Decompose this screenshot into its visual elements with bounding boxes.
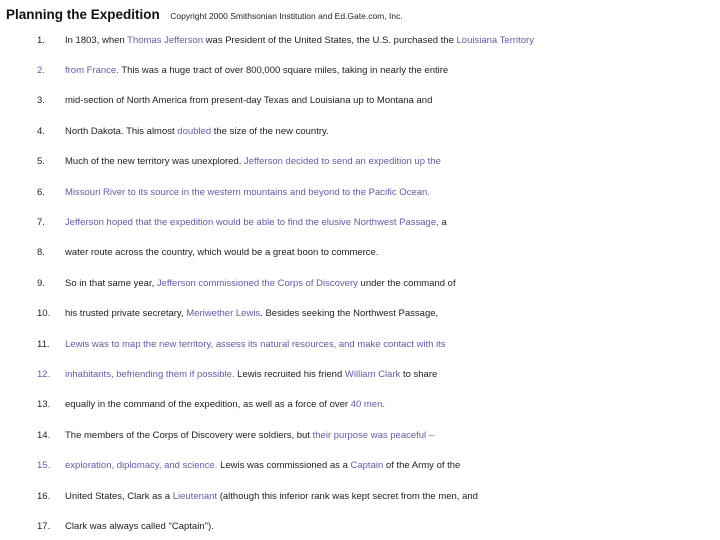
page-title: Planning the Expedition bbox=[6, 7, 160, 22]
text-segment: In 1803, when bbox=[65, 34, 128, 46]
line-text bbox=[65, 278, 456, 289]
line-text bbox=[65, 35, 534, 46]
line-number: 9. bbox=[37, 277, 45, 289]
highlighted-phrase: exploration, diplomacy, and science. bbox=[65, 460, 218, 472]
highlighted-phrase: Jefferson decided to send an expedition up the bbox=[244, 156, 441, 168]
highlighted-phrase: from France. bbox=[65, 64, 119, 76]
text-segment: was President of the United States, the U.S. purchased the bbox=[203, 34, 457, 46]
line-number: 12. bbox=[37, 368, 51, 380]
line-number: 3. bbox=[37, 95, 45, 107]
copyright-notice: Copyright 2000 Smithsonian Institution and Ed.Gate.com, Inc. bbox=[170, 11, 403, 21]
line-text bbox=[65, 369, 437, 380]
highlighted-phrase: Meriwether Lewis bbox=[186, 308, 261, 320]
highlighted-phrase: Captain bbox=[350, 460, 384, 472]
line-number: 16. bbox=[37, 490, 51, 502]
text-segment: mid-section of North America from present-day Texas and Louisiana up to Montana and bbox=[65, 95, 433, 107]
line-text bbox=[65, 339, 446, 350]
line-number: 5. bbox=[37, 156, 45, 168]
highlighted-phrase: inhabitants, befriending them if possible. bbox=[65, 368, 235, 380]
text-segment: under the command of bbox=[357, 277, 456, 289]
highlighted-phrase: 40 men bbox=[350, 399, 383, 411]
text-segment: the size of the new country. bbox=[211, 125, 329, 137]
line-number: 4. bbox=[37, 125, 45, 137]
line-number: 17. bbox=[37, 520, 51, 532]
highlighted-phrase: Jefferson commissioned the Corps of Discovery bbox=[156, 277, 358, 289]
text-segment: (although this inferior rank was kept secret from the men, and bbox=[217, 490, 478, 502]
line-text bbox=[65, 247, 378, 258]
line-text bbox=[65, 65, 448, 76]
line-text bbox=[65, 95, 432, 106]
line-number: 7. bbox=[37, 216, 45, 228]
text-segment: a bbox=[438, 216, 447, 228]
text-segment: . bbox=[382, 399, 386, 411]
line-number: 1. bbox=[37, 34, 45, 46]
line-number: 14. bbox=[37, 429, 51, 441]
line-text bbox=[65, 156, 441, 167]
text-segment: water route across the country, which would be a great boon to commerce. bbox=[65, 247, 379, 259]
line-number: 13. bbox=[37, 399, 51, 411]
text-segment: This was a huge tract of over 800,000 square miles, taking in nearly the entire bbox=[118, 64, 449, 76]
highlighted-phrase: William Clark bbox=[344, 368, 401, 380]
line-text bbox=[65, 491, 478, 502]
line-text bbox=[65, 460, 460, 471]
line-text bbox=[65, 126, 329, 137]
highlighted-phrase: Lieutenant bbox=[172, 490, 218, 502]
text-segment: of the Army of the bbox=[383, 460, 461, 472]
text-segment: The members of the Corps of Discovery were soldiers, but bbox=[65, 429, 313, 441]
line-text bbox=[65, 430, 434, 441]
text-segment: North Dakota. This almost bbox=[65, 125, 178, 137]
text-segment: Lewis recruited his friend bbox=[234, 368, 345, 380]
text-segment: his trusted private secretary, bbox=[65, 308, 187, 320]
line-number: 2. bbox=[37, 64, 45, 76]
highlighted-phrase: Thomas Jefferson bbox=[127, 34, 204, 46]
line-number: 6. bbox=[37, 186, 45, 198]
text-segment: United States, Clark as a bbox=[65, 490, 173, 502]
line-number: 10. bbox=[37, 308, 51, 320]
line-number: 11. bbox=[37, 338, 50, 350]
highlighted-phrase: Lewis was to map the new territory, assess its natural resources, and make contact with its bbox=[65, 338, 446, 350]
highlighted-phrase: Jefferson hoped that the expedition would be able to find the elusive Northwest Passage, bbox=[65, 216, 439, 228]
text-segment: to share bbox=[400, 368, 438, 380]
line-text bbox=[65, 399, 385, 410]
text-segment: Much of the new territory was unexplored. bbox=[65, 156, 245, 168]
highlighted-phrase: Missouri River to its source in the western mountains and beyond to the Pacific Ocean. bbox=[65, 186, 430, 198]
highlighted-phrase: their purpose was peaceful – bbox=[312, 429, 435, 441]
line-text bbox=[65, 521, 214, 532]
text-segment: equally in the command of the expedition, as well as a force of over bbox=[65, 399, 351, 411]
line-number: 15. bbox=[37, 460, 51, 472]
text-segment: . Besides seeking the Northwest Passage, bbox=[260, 308, 439, 320]
highlighted-phrase: doubled bbox=[177, 125, 212, 137]
line-text bbox=[65, 217, 447, 228]
page-header bbox=[6, 6, 403, 24]
line-text bbox=[65, 187, 430, 198]
text-segment: Lewis was commissioned as a bbox=[217, 460, 351, 472]
text-segment: Clark was always called "Captain"). bbox=[65, 520, 214, 532]
highlighted-phrase: Louisiana Territory bbox=[456, 34, 534, 46]
text-segment: So in that same year, bbox=[65, 277, 157, 289]
line-text bbox=[65, 308, 438, 319]
line-number: 8. bbox=[37, 247, 45, 259]
